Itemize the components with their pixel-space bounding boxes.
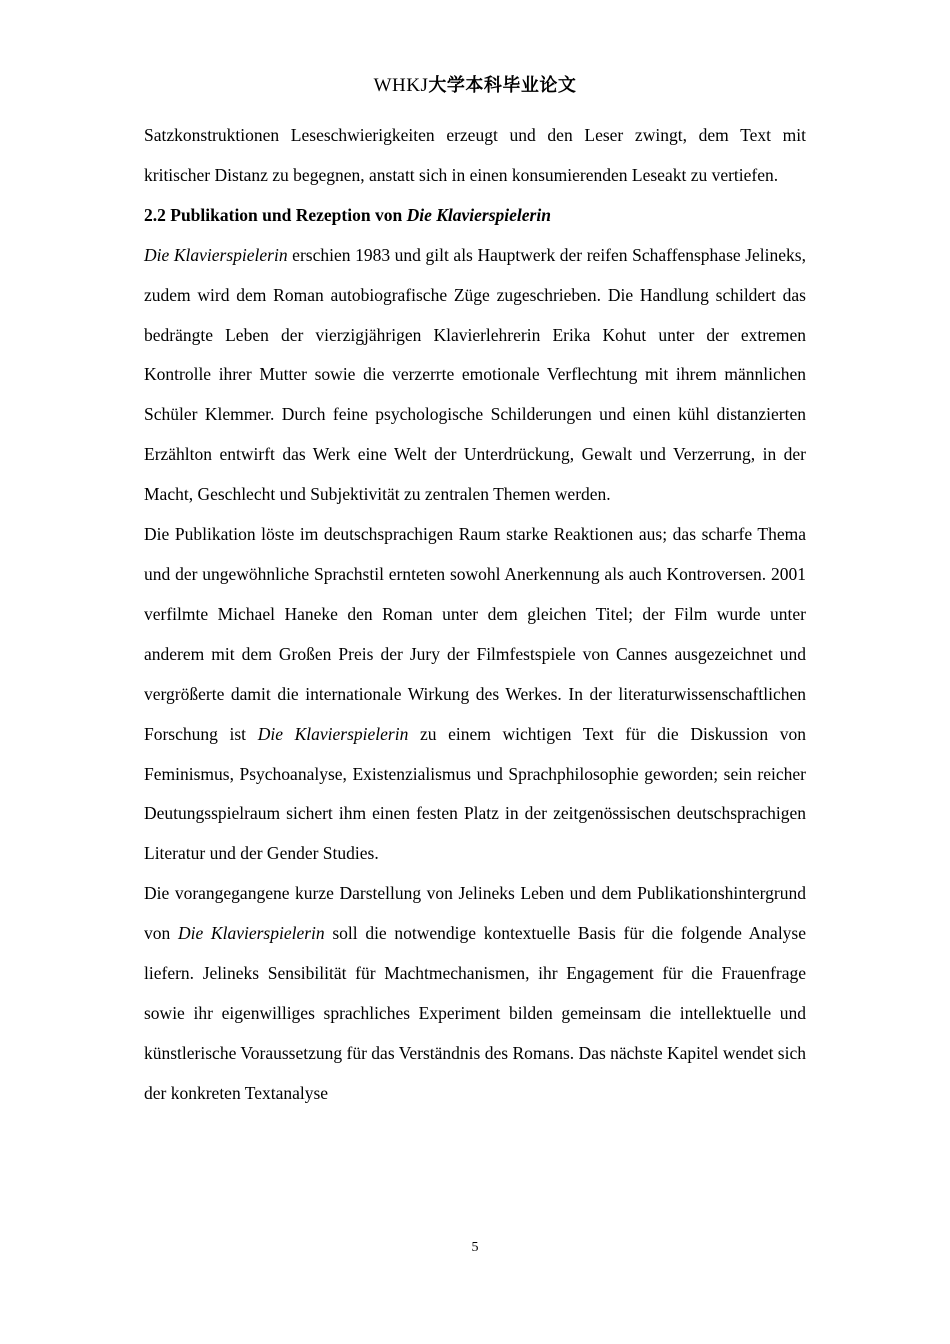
paragraph-reception-text-b: zu einem wichtigen Text für die Diskussion von Feminismus, Psychoanalyse, Existenzialismus und Sprachphilosophie geworden; sein reicher Deutungsspielraum sichert ihm einen festen Platz in der zeitgenössischen deutschsprachigen Literatur und der Gender Studies. <box>144 723 806 864</box>
section-heading-title: Die Klavierspielerin <box>406 204 551 225</box>
page-body <box>144 116 806 1114</box>
work-title: Die Klavierspielerin <box>257 723 409 744</box>
header-prefix: WHKJ <box>373 75 429 96</box>
header-title: 大学本科毕业论文 <box>428 75 577 96</box>
paragraph-overview <box>144 236 806 515</box>
paragraph-summary-text-b: soll die notwendige kontextuelle Basis für die folgende Analyse liefern. Jelineks Sensibilität für Machtmechanismen, ihr Engagement für die Frauenfrage sowie ihr eigenwilliges sprachliches Experiment bilden gemeinsam die intellektuelle und künstlerische Voraussetzung für das Verständnis des Romans. Das nächste Kapitel wendet sich der konkreten Textanalyse <box>144 923 807 1103</box>
paragraph-overview-text: erschien 1983 und gilt als Hauptwerk der reifen Schaffensphase Jelineks, zudem wird dem Roman autobiografische Züge zugeschrieben. Die Handlung schildert das bedrängte Leben der vierzigjährigen Klavierlehrerin Erika Kohut unter der extremen Kontrolle ihrer Mutter sowie die verzerrte emotionale Verflechtung mit ihrem männlichen Schüler Klemmer. Durch feine psychologische Schilderungen und einen kühl distanzierten Erzählton entwirft das Werk eine Welt der Unterdrückung, Gewalt und Verzerrung, in der Macht, Geschlecht und Subjektivität zu zentralen Themen werden. <box>144 244 806 505</box>
paragraph-summary <box>144 874 806 1113</box>
paragraph-reception-text-a: Die Publikation löste im deutschsprachigen Raum starke Reaktionen aus; das scharfe Thema und der ungewöhnliche Sprachstil ernteten sowohl Anerkennung als auch Kontroversen. 2001 verfilmte Michael Haneke den Roman unter dem gleichen Titel; der Film wurde unter anderem mit dem Großen Preis der Jury der Filmfestspiele von Cannes ausgezeichnet und vergrößerte damit die internationale Wirkung des Werkes. In der literaturwissenschaftlichen Forschung ist <box>144 524 806 744</box>
page-header <box>0 72 950 100</box>
paragraph-reception <box>144 515 806 874</box>
section-heading-text: 2.2 Publikation und Rezeption von <box>144 204 407 225</box>
section-heading <box>144 196 806 236</box>
paragraph-summary-text-a: Die vorangegangene kurze Darstellung von Jelineks Leben und dem Publikationshintergrund von <box>144 883 806 944</box>
paragraph-continuation: Satzkonstruktionen Leseschwierigkeiten erzeugt und den Leser zwingt, dem Text mit kritischer Distanz zu begegnen, anstatt sich in einen konsumierenden Leseakt zu vertiefen. <box>144 125 806 185</box>
work-title: Die Klavierspielerin <box>177 923 325 944</box>
work-title: Die Klavierspielerin <box>144 244 288 265</box>
page-number: 5 <box>471 1240 479 1255</box>
